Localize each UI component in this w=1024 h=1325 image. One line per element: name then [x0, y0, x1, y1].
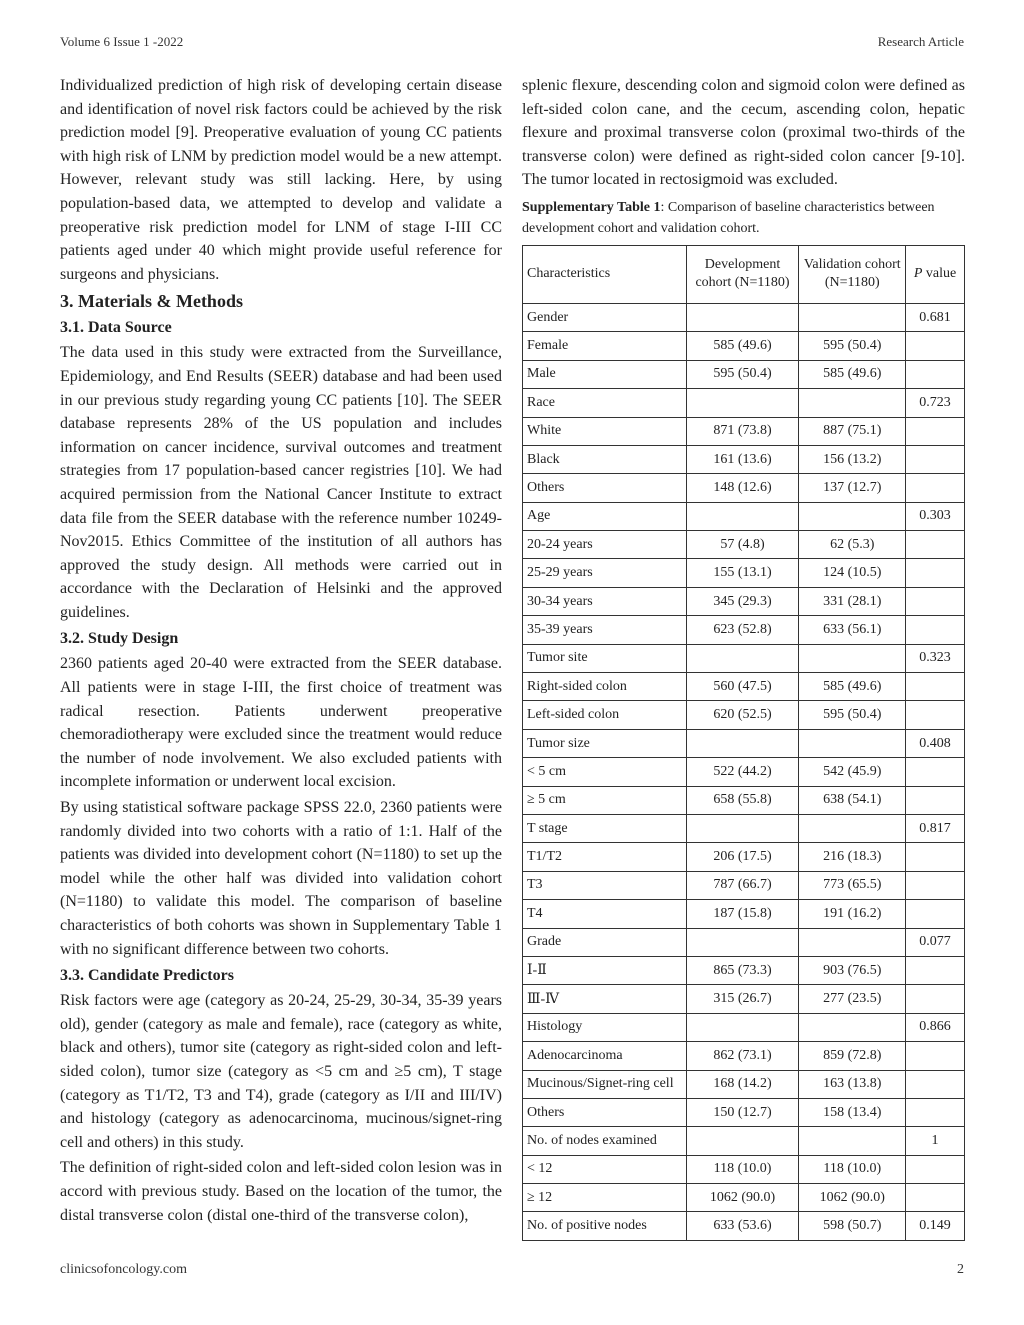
cell-validation: 633 (56.1) [799, 616, 906, 644]
cell-p-value: 0.723 [906, 389, 965, 417]
table-row [523, 673, 965, 701]
cell-validation: 191 (16.2) [799, 900, 906, 928]
cell-development [686, 303, 799, 331]
table-row [523, 729, 965, 757]
study-design-paragraph-2: By using statistical software package SPSS 22.0, 2360 patients were randomly divided into two cohorts with a ratio of 1:1. Half of the patients was divided into development cohort (N=1180) to set up the model while the other half was divided into validation cohort (N=1180) to validate this model. The comparison of baseline characteristics of both cohorts was shown in Supplementary Table 1 with no significant difference between two cohorts. [60, 799, 502, 958]
table-caption-label: Supplementary Table 1 [522, 199, 661, 215]
cell-development: 595 (50.4) [686, 360, 799, 388]
article-type: Research Article [877, 34, 964, 49]
cell-characteristic: Tumor site [523, 644, 687, 672]
cell-validation: 859 (72.8) [799, 1042, 906, 1070]
table-row [523, 616, 965, 644]
table-row [523, 1042, 965, 1070]
cell-p-value: 0.323 [906, 644, 965, 672]
cell-p-value: 0.817 [906, 815, 965, 843]
intro-paragraph: Individualized prediction of high risk of developing certain disease and identification of novel risk factors could be achieved by the risk prediction model [9]. Preoperative evaluation of young CC patients with high risk of LNM by prediction model would be a new attempt. However, relevant study was still lacking. Here, by using population-based data, we attempted to develop and validate a preoperative risk prediction model for LNM of stage I-III CC patients aged under 40 which might provide useful reference for surgeons and physicians. [60, 77, 502, 283]
cell-development: 865 (73.3) [686, 956, 799, 984]
table-row [523, 843, 965, 871]
table-row [523, 701, 965, 729]
cell-development: 522 (44.2) [686, 758, 799, 786]
header-p-italic: P [913, 266, 923, 282]
table-row [523, 360, 965, 388]
cell-p-value [906, 985, 965, 1013]
cell-p-value: 0.149 [906, 1212, 965, 1240]
cell-development [686, 729, 799, 757]
cell-characteristic: Mucinous/Signet-ring cell [523, 1070, 687, 1098]
table-row [523, 303, 965, 331]
cell-characteristic: T1/T2 [523, 843, 687, 871]
cell-p-value [906, 871, 965, 899]
table-row [523, 644, 965, 672]
table-row [523, 928, 965, 956]
table-row [523, 1070, 965, 1098]
table-row [523, 1013, 965, 1041]
cell-development: 623 (52.8) [686, 616, 799, 644]
cell-development: 155 (13.1) [686, 559, 799, 587]
cell-characteristic: 20-24 years [523, 531, 687, 559]
candidate-predictors-paragraph-1: Risk factors were age (category as 20-24, 25-29, 30-34, 35-39 years old), gender (category as male and female), race (category as white, black and others), tumor site (category as right-sided colon and left-sided colon), tumor size (category as <5 cm and ≥5 cm), T stage (category as T1/T2, T3 and T4), grade (category as I/II and III/IV) and histology (category as adenocarcinoma, mucinous/signet-ring cell and others) in this study. [60, 992, 502, 1151]
cell-development [686, 502, 799, 530]
section-heading-methods: 3. Materials & Methods [60, 291, 243, 312]
table-body [523, 303, 965, 1240]
table-header-row [523, 245, 965, 303]
cell-characteristic: T4 [523, 900, 687, 928]
cell-validation: 216 (18.3) [799, 843, 906, 871]
candidate-predictors-paragraph-2: The definition of right-sided colon and left-sided colon lesion was in accord with previous study. Based on the location of the tumor, the distal transverse colon (distal one-third of the transverse colon), [60, 1159, 502, 1224]
subheading-data-source: 3.1. Data Source [60, 319, 172, 337]
cell-p-value [906, 445, 965, 473]
cell-p-value [906, 1184, 965, 1212]
cell-validation: 158 (13.4) [799, 1098, 906, 1126]
cell-validation: 137 (12.7) [799, 474, 906, 502]
cell-p-value [906, 701, 965, 729]
cell-validation: 585 (49.6) [799, 360, 906, 388]
cell-characteristic: Left-sided colon [523, 701, 687, 729]
cell-characteristic: T stage [523, 815, 687, 843]
table-row [523, 956, 965, 984]
table-row [523, 417, 965, 445]
cell-characteristic: < 12 [523, 1155, 687, 1183]
cell-validation: 598 (50.7) [799, 1212, 906, 1240]
table-row [523, 815, 965, 843]
cell-development: 187 (15.8) [686, 900, 799, 928]
cell-validation: 1062 (90.0) [799, 1184, 906, 1212]
cell-development: 1062 (90.0) [686, 1184, 799, 1212]
table-row [523, 871, 965, 899]
cell-validation [799, 303, 906, 331]
cell-development: 118 (10.0) [686, 1155, 799, 1183]
table-row [523, 502, 965, 530]
cell-characteristic: Histology [523, 1013, 687, 1041]
left-column [60, 74, 502, 1229]
cell-p-value: 0.866 [906, 1013, 965, 1041]
journal-volume: Volume 6 Issue 1 -2022 [60, 34, 184, 49]
cell-validation: 277 (23.5) [799, 985, 906, 1013]
cell-p-value [906, 587, 965, 615]
cell-development [686, 1127, 799, 1155]
cell-characteristic: 25-29 years [523, 559, 687, 587]
cell-development: 633 (53.6) [686, 1212, 799, 1240]
cell-validation: 331 (28.1) [799, 587, 906, 615]
cell-validation: 62 (5.3) [799, 531, 906, 559]
cell-validation [799, 815, 906, 843]
cell-p-value: 0.408 [906, 729, 965, 757]
cell-p-value [906, 1042, 965, 1070]
header-validation-cohort: Validation cohort (N=1180) [799, 245, 906, 303]
table-caption [522, 197, 965, 239]
cell-p-value: 0.077 [906, 928, 965, 956]
cell-p-value: 0.303 [906, 502, 965, 530]
cell-characteristic: ≥ 12 [523, 1184, 687, 1212]
table-row [523, 559, 965, 587]
header-development-cohort: Development cohort (N=1180) [686, 245, 799, 303]
cell-characteristic: < 5 cm [523, 758, 687, 786]
table-row [523, 985, 965, 1013]
cell-p-value [906, 1155, 965, 1183]
cell-characteristic: T3 [523, 871, 687, 899]
cell-characteristic: Others [523, 474, 687, 502]
study-design-paragraph-1: 2360 patients aged 20-40 were extracted from the SEER database. All patients were in stage I-III, the first choice of treatment was radical resection. Patients underwent preoperative chemoradiotherapy were excluded since the treatment would reduce the number of node involvement. We also excluded patients with incomplete information or underwent local excision. [60, 655, 502, 791]
cell-validation [799, 644, 906, 672]
cell-p-value [906, 474, 965, 502]
cell-development: 585 (49.6) [686, 332, 799, 360]
cell-characteristic: No. of positive nodes [523, 1212, 687, 1240]
cell-p-value [906, 786, 965, 814]
cell-validation [799, 1127, 906, 1155]
cell-p-value [906, 758, 965, 786]
header-characteristics: Characteristics [523, 245, 687, 303]
subheading-candidate-predictors: 3.3. Candidate Predictors [60, 967, 234, 985]
cell-validation: 903 (76.5) [799, 956, 906, 984]
table-row [523, 1184, 965, 1212]
cell-characteristic: White [523, 417, 687, 445]
cell-development: 787 (66.7) [686, 871, 799, 899]
cell-characteristic: Ⅲ-Ⅳ [523, 985, 687, 1013]
cell-validation: 542 (45.9) [799, 758, 906, 786]
table-row [523, 1212, 965, 1240]
cell-characteristic: Adenocarcinoma [523, 1042, 687, 1070]
subheading-study-design: 3.2. Study Design [60, 630, 179, 648]
cell-validation: 638 (54.1) [799, 786, 906, 814]
cell-p-value [906, 1070, 965, 1098]
cell-characteristic: ≥ 5 cm [523, 786, 687, 814]
cell-characteristic: Tumor size [523, 729, 687, 757]
table-row [523, 531, 965, 559]
cell-characteristic: Grade [523, 928, 687, 956]
table-row [523, 900, 965, 928]
table-row [523, 389, 965, 417]
site-url: clinicsofoncology.com [60, 1262, 188, 1277]
cell-development: 206 (17.5) [686, 843, 799, 871]
data-source-paragraph: The data used in this study were extracted from the Surveillance, Epidemiology, and End Results (SEER) database and had been used in our previous study regarding young CC patients [10]. The SEER database represents 28% of the US population and includes information on cancer incidence, survival outcomes and treatment strategies from 17 population-based cancer registries [10]. We had acquired permission from the National Cancer Institute to extract data file from the SEER database with the reference number 10249-Nov2015. Ethics Committee of the institution of all authors has approved the study design. All methods were carried out in accordance with the Declaration of Helsinki and the approved guidelines. [60, 344, 502, 621]
header-p-rest: value [922, 266, 957, 282]
page-number: 2 [957, 1262, 964, 1277]
cell-development: 148 (12.6) [686, 474, 799, 502]
cell-characteristic: No. of nodes examined [523, 1127, 687, 1155]
cell-validation: 887 (75.1) [799, 417, 906, 445]
cell-development: 862 (73.1) [686, 1042, 799, 1070]
cell-development: 57 (4.8) [686, 531, 799, 559]
cell-development: 161 (13.6) [686, 445, 799, 473]
table-row [523, 1127, 965, 1155]
cell-characteristic: Gender [523, 303, 687, 331]
cell-development [686, 389, 799, 417]
cell-development: 345 (29.3) [686, 587, 799, 615]
cell-validation: 118 (10.0) [799, 1155, 906, 1183]
cell-characteristic: 35-39 years [523, 616, 687, 644]
cell-development: 560 (47.5) [686, 673, 799, 701]
cell-p-value: 0.681 [906, 303, 965, 331]
cell-validation: 585 (49.6) [799, 673, 906, 701]
table-row [523, 587, 965, 615]
right-column [522, 74, 965, 1241]
cell-development: 620 (52.5) [686, 701, 799, 729]
cell-characteristic: Others [523, 1098, 687, 1126]
cell-p-value [906, 843, 965, 871]
cell-development [686, 928, 799, 956]
cell-validation [799, 389, 906, 417]
cell-development [686, 644, 799, 672]
cell-validation: 595 (50.4) [799, 701, 906, 729]
cell-p-value [906, 900, 965, 928]
cell-validation: 156 (13.2) [799, 445, 906, 473]
cell-development: 150 (12.7) [686, 1098, 799, 1126]
cell-p-value [906, 417, 965, 445]
table-row [523, 445, 965, 473]
baseline-characteristics-table [522, 245, 965, 1241]
cell-development [686, 815, 799, 843]
cell-validation: 163 (13.8) [799, 1070, 906, 1098]
cell-p-value: 1 [906, 1127, 965, 1155]
cell-validation [799, 502, 906, 530]
cell-validation: 595 (50.4) [799, 332, 906, 360]
cell-development: 168 (14.2) [686, 1070, 799, 1098]
continuation-paragraph: splenic flexure, descending colon and sigmoid colon were defined as left-sided colon cane, and the cecum, ascending colon, hepatic flexure and proximal transverse colon (proximal two-thirds of the transverse colon) were defined as right-sided colon cancer [9-10]. The tumor located in rectosigmoid was excluded. [522, 77, 965, 189]
cell-p-value [906, 616, 965, 644]
cell-p-value [906, 559, 965, 587]
cell-development: 658 (55.8) [686, 786, 799, 814]
table-row [523, 332, 965, 360]
table-row [523, 1155, 965, 1183]
cell-development: 315 (26.7) [686, 985, 799, 1013]
cell-characteristic: Right-sided colon [523, 673, 687, 701]
cell-characteristic: 30-34 years [523, 587, 687, 615]
header-p-value [906, 245, 965, 303]
cell-development [686, 1013, 799, 1041]
cell-validation [799, 729, 906, 757]
cell-p-value [906, 531, 965, 559]
table-caption-text: : Comparison of baseline characteristics between development cohort and validation cohort. [522, 199, 935, 236]
table-row [523, 474, 965, 502]
cell-development: 871 (73.8) [686, 417, 799, 445]
cell-characteristic: Age [523, 502, 687, 530]
cell-p-value [906, 673, 965, 701]
cell-validation [799, 928, 906, 956]
table-row [523, 786, 965, 814]
cell-characteristic: Female [523, 332, 687, 360]
cell-characteristic: Ⅰ-Ⅱ [523, 956, 687, 984]
cell-characteristic: Black [523, 445, 687, 473]
table-row [523, 1098, 965, 1126]
cell-p-value [906, 360, 965, 388]
cell-validation [799, 1013, 906, 1041]
cell-validation: 124 (10.5) [799, 559, 906, 587]
cell-p-value [906, 1098, 965, 1126]
cell-p-value [906, 332, 965, 360]
cell-p-value [906, 956, 965, 984]
cell-characteristic: Race [523, 389, 687, 417]
cell-validation: 773 (65.5) [799, 871, 906, 899]
table-row [523, 758, 965, 786]
cell-characteristic: Male [523, 360, 687, 388]
